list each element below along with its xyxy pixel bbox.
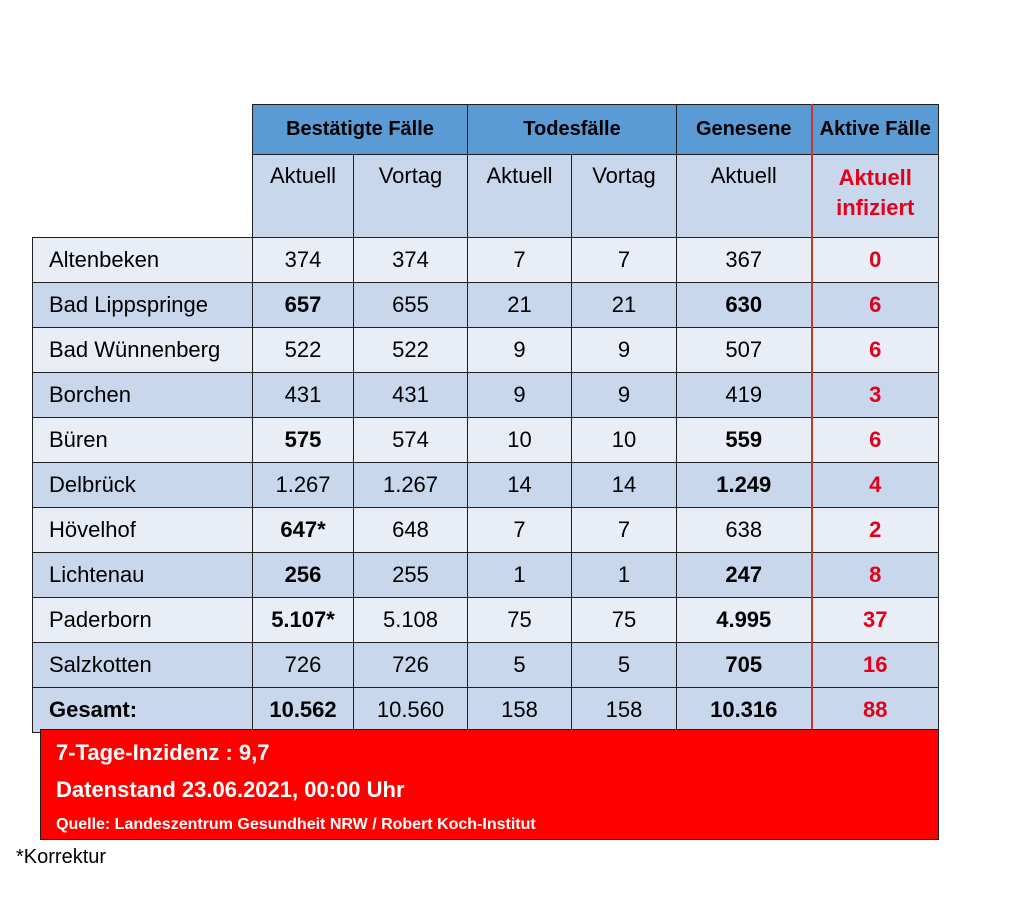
row-active-infected: 8 [812,553,939,598]
covid-case-table [32,104,939,733]
row-recovered: 705 [677,643,812,688]
header-recovered: Genesene [677,105,812,155]
row-recovered: 638 [677,508,812,553]
row-confirmed-previous: 655 [354,283,468,328]
row-municipality: Borchen [33,373,253,418]
row-active-infected: 37 [812,598,939,643]
subheader-active-line2: infiziert [836,195,915,220]
row-active-infected: 6 [812,418,939,463]
row-deaths-previous: 7 [572,238,677,283]
total-row [33,688,939,733]
total-recovered: 10.316 [677,688,812,733]
row-confirmed-current: 726 [253,643,354,688]
row-active-infected: 3 [812,373,939,418]
row-active-infected: 6 [812,283,939,328]
row-municipality: Salzkotten [33,643,253,688]
footnote-correction: *Korrektur [16,846,107,868]
row-confirmed-previous: 1.267 [354,463,468,508]
row-deaths-previous: 5 [572,643,677,688]
row-confirmed-previous: 574 [354,418,468,463]
header-corner [33,105,253,155]
header-row-sub [33,155,939,238]
header-confirmed-cases: Bestätigte Fälle [253,105,468,155]
row-confirmed-previous: 374 [354,238,468,283]
header-corner-sub [33,155,253,238]
table-row [33,508,939,553]
covid-case-table-container [32,104,939,733]
subheader-confirmed-current: Aktuell [253,155,354,238]
row-active-infected: 16 [812,643,939,688]
row-municipality: Büren [33,418,253,463]
row-recovered: 1.249 [677,463,812,508]
subheader-confirmed-previous: Vortag [354,155,468,238]
row-active-infected: 4 [812,463,939,508]
row-confirmed-current: 657 [253,283,354,328]
row-deaths-current: 9 [468,328,572,373]
row-confirmed-current: 575 [253,418,354,463]
row-recovered: 419 [677,373,812,418]
table-row [33,238,939,283]
data-date-text: Datenstand 23.06.2021, 00:00 Uhr [56,777,405,802]
row-recovered: 247 [677,553,812,598]
header-deaths: Todesfälle [468,105,677,155]
row-deaths-previous: 10 [572,418,677,463]
subheader-deaths-current: Aktuell [468,155,572,238]
row-confirmed-previous: 255 [354,553,468,598]
row-confirmed-previous: 726 [354,643,468,688]
row-confirmed-previous: 5.108 [354,598,468,643]
row-deaths-current: 7 [468,238,572,283]
row-deaths-current: 7 [468,508,572,553]
row-deaths-previous: 1 [572,553,677,598]
row-confirmed-current: 522 [253,328,354,373]
row-confirmed-previous: 431 [354,373,468,418]
row-active-infected: 0 [812,238,939,283]
row-municipality: Bad Lippspringe [33,283,253,328]
row-deaths-previous: 9 [572,373,677,418]
row-deaths-current: 10 [468,418,572,463]
table-row [33,643,939,688]
table-row [33,598,939,643]
row-municipality: Hövelhof [33,508,253,553]
row-confirmed-current: 256 [253,553,354,598]
row-deaths-previous: 75 [572,598,677,643]
row-municipality: Lichtenau [33,553,253,598]
table-row [33,373,939,418]
row-deaths-previous: 21 [572,283,677,328]
total-label: Gesamt: [33,688,253,733]
table-row [33,283,939,328]
row-deaths-current: 5 [468,643,572,688]
row-deaths-current: 75 [468,598,572,643]
total-active-infected: 88 [812,688,939,733]
row-confirmed-current: 374 [253,238,354,283]
row-deaths-previous: 7 [572,508,677,553]
total-deaths-current: 158 [468,688,572,733]
row-deaths-current: 9 [468,373,572,418]
source-text: Quelle: Landeszentrum Gesundheit NRW / Robert Koch-Institut [56,816,536,833]
incidence-text: 7-Tage-Inzidenz : 9,7 [56,740,270,765]
row-municipality: Altenbeken [33,238,253,283]
subheader-active-line1: Aktuell [838,165,912,190]
total-confirmed-current: 10.562 [253,688,354,733]
row-recovered: 630 [677,283,812,328]
row-deaths-previous: 9 [572,328,677,373]
row-deaths-current: 1 [468,553,572,598]
table-row [33,463,939,508]
row-municipality: Delbrück [33,463,253,508]
subheader-deaths-previous: Vortag [572,155,677,238]
row-active-infected: 6 [812,328,939,373]
table-row [33,328,939,373]
row-confirmed-previous: 648 [354,508,468,553]
header-active-cases: Aktive Fälle [812,105,939,155]
total-confirmed-previous: 10.560 [354,688,468,733]
row-confirmed-current: 647* [253,508,354,553]
row-active-infected: 2 [812,508,939,553]
info-box [40,729,939,840]
row-recovered: 367 [677,238,812,283]
table-row [33,418,939,463]
subheader-recovered-current: Aktuell [677,155,812,238]
total-deaths-previous: 158 [572,688,677,733]
row-confirmed-previous: 522 [354,328,468,373]
row-confirmed-current: 1.267 [253,463,354,508]
row-confirmed-current: 431 [253,373,354,418]
row-municipality: Paderborn [33,598,253,643]
row-recovered: 4.995 [677,598,812,643]
row-municipality: Bad Wünnenberg [33,328,253,373]
row-confirmed-current: 5.107* [253,598,354,643]
row-recovered: 507 [677,328,812,373]
row-recovered: 559 [677,418,812,463]
subheader-active-infected [812,155,939,238]
row-deaths-current: 14 [468,463,572,508]
table-row [33,553,939,598]
header-row-groups [33,105,939,155]
row-deaths-previous: 14 [572,463,677,508]
row-deaths-current: 21 [468,283,572,328]
